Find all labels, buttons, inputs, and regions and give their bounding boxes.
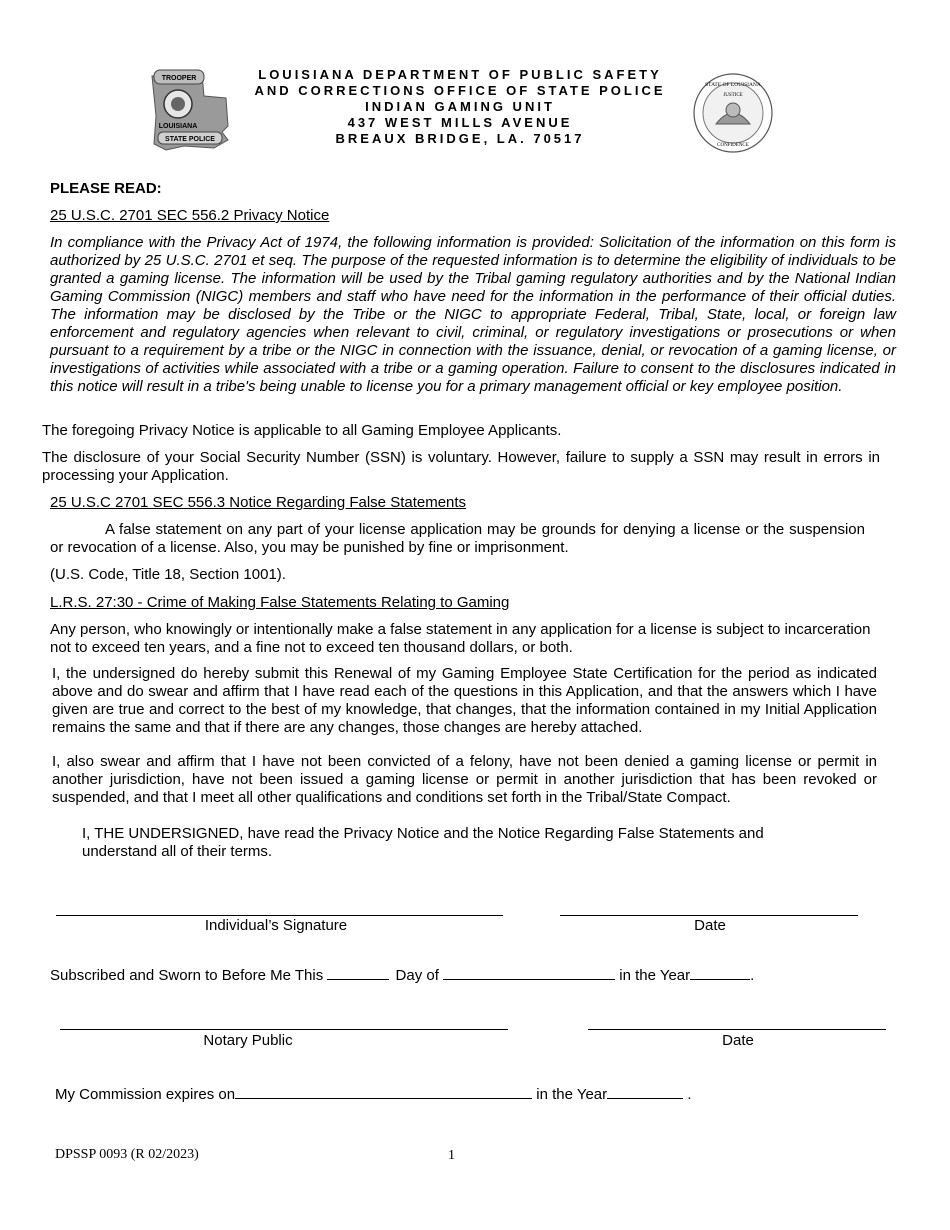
logo-top-text: TROOPER: [161, 75, 197, 82]
signature-date-line[interactable]: [560, 915, 858, 916]
state-seal: [692, 72, 774, 154]
logo-mid-text: LOUISIANA: [158, 123, 198, 130]
false-statements-heading: 25 U.S.C 2701 SEC 556.3 Notice Regarding False Statements: [50, 494, 467, 511]
header-line-2: AND CORRECTIONS OFFICE OF STATE POLICE: [254, 83, 666, 98]
notary-date-line[interactable]: [588, 1029, 886, 1030]
sworn-day-of: Day of: [395, 967, 439, 984]
sworn-day-field[interactable]: [327, 965, 389, 980]
seal-mid-text: JUSTICE: [723, 93, 743, 98]
state-police-logo: [144, 66, 234, 154]
renewal-text: I, the undersigned do hereby submit this Renewal of my Gaming Employee State Certification for the period as indicated above and do swear and affirm that I have read each of the questions in this Application, and that the answers which I have given are true and correct to the best of my knowledge, that changes, that the information contained in my Initial Application remains the same and that if there are any changes, those changes are hereby attached.: [52, 665, 877, 736]
signature-label: Individual’s Signature: [204, 917, 348, 934]
lrs-heading: L.R.S. 27:30 - Crime of Making False Statements Relating to Gaming: [50, 594, 510, 611]
page-number: 1: [448, 1148, 455, 1163]
privacy-text: In compliance with the Privacy Act of 1974, the following information is provided: Solicitation of the information on this form is authorized by 25 U.S.C. 2701 et seq. The purpose of the requested information is to determine the eligibility of individuals to be granted a gaming license. The information will be used by the Tribal gaming regulatory authorities and by the National Indian Gaming Commission (NIGC) members and staff who have need for the information in the performance of their official duties. The information may be disclosed by the Tribe or the NIGC to appropriate Federal, Tribal, State, local, or foreign law enforcement and regulatory agencies when relevant to civil, criminal, or regulatory investigations or prosecutions or when pursuant to a requirement by a tribe or the NIGC in connection with the issuance, denial, or revocation of a gaming license, or investigations of activities while associated with a tribe or a gaming operation. Failure to consent to the disclosures indicated in this notice will result in a tribe's being unable to license you for a primary management official or key employee position.: [50, 234, 896, 395]
sworn-row: [50, 965, 754, 985]
sworn-month-field[interactable]: [443, 965, 615, 980]
sworn-in-year: in the Year: [619, 967, 691, 984]
commission-period: .: [687, 1086, 692, 1103]
ssn-text: The disclosure of your Social Security Number (SSN) is voluntary. However, failure to supply a SSN may result in errors in processing your Application.: [42, 449, 880, 484]
header-line-3: INDIAN GAMING UNIT: [365, 99, 555, 114]
header-line-4: 437 WEST MILLS AVENUE: [347, 115, 573, 130]
usc-citation: (U.S. Code, Title 18, Section 1001).: [50, 566, 286, 583]
commission-prefix: My Commission expires on: [55, 1086, 236, 1103]
lrs-text: Any person, who knowingly or intentionally make a false statement in any application for a license is subject to incarceration not to exceed ten years, and a fine not to exceed ten thousand dollars, or both.: [50, 621, 871, 656]
header-line-1: LOUISIANA DEPARTMENT OF PUBLIC SAFETY: [258, 67, 662, 82]
commission-date-field[interactable]: [235, 1084, 532, 1099]
form-id: DPSSP 0093 (R 02/2023): [55, 1147, 199, 1162]
seal-bottom-text: CONFIDENCE: [717, 143, 749, 148]
undersigned-text: I, THE UNDERSIGNED, have read the Privacy Notice and the Notice Regarding False Statements and understand all of their terms.: [82, 825, 764, 860]
sworn-period: .: [750, 967, 755, 984]
sworn-prefix: Subscribed and Sworn to Before Me This: [50, 967, 324, 984]
sworn-year-field[interactable]: [690, 965, 750, 980]
false-statements-text: A false statement on any part of your license application may be grounds for denying a license or the suspension or revocation of a license. Also, you may be punished by fine or imprisonment.: [50, 521, 865, 556]
please-read-heading: PLEASE READ:: [50, 180, 162, 197]
commission-row: [55, 1084, 691, 1104]
commission-in-year: in the Year: [536, 1086, 608, 1103]
notary-label: Notary Public: [203, 1032, 293, 1049]
notary-date-label: Date: [722, 1032, 754, 1049]
applicable-text: The foregoing Privacy Notice is applicable to all Gaming Employee Applicants.: [42, 422, 562, 439]
notary-line[interactable]: [60, 1029, 508, 1030]
logo-bottom-text: STATE POLICE: [165, 136, 215, 143]
commission-year-field[interactable]: [607, 1084, 683, 1099]
signature-line[interactable]: [56, 915, 503, 916]
seal-top-text: STATE OF LOUISIANA: [705, 82, 761, 88]
felony-text: I, also swear and affirm that I have not been convicted of a felony, have not been denied a gaming license or permit in another jurisdiction, have not been issued a gaming license or permit in another jurisdiction that has been revoked or suspended, and that I meet all other qualifications and conditions set forth in the Tribal/State Compact.: [52, 753, 877, 806]
signature-date-label: Date: [694, 917, 726, 934]
privacy-heading: 25 U.S.C. 2701 SEC 556.2 Privacy Notice: [50, 207, 330, 224]
header-line-5: BREAUX BRIDGE, LA. 70517: [335, 131, 585, 146]
